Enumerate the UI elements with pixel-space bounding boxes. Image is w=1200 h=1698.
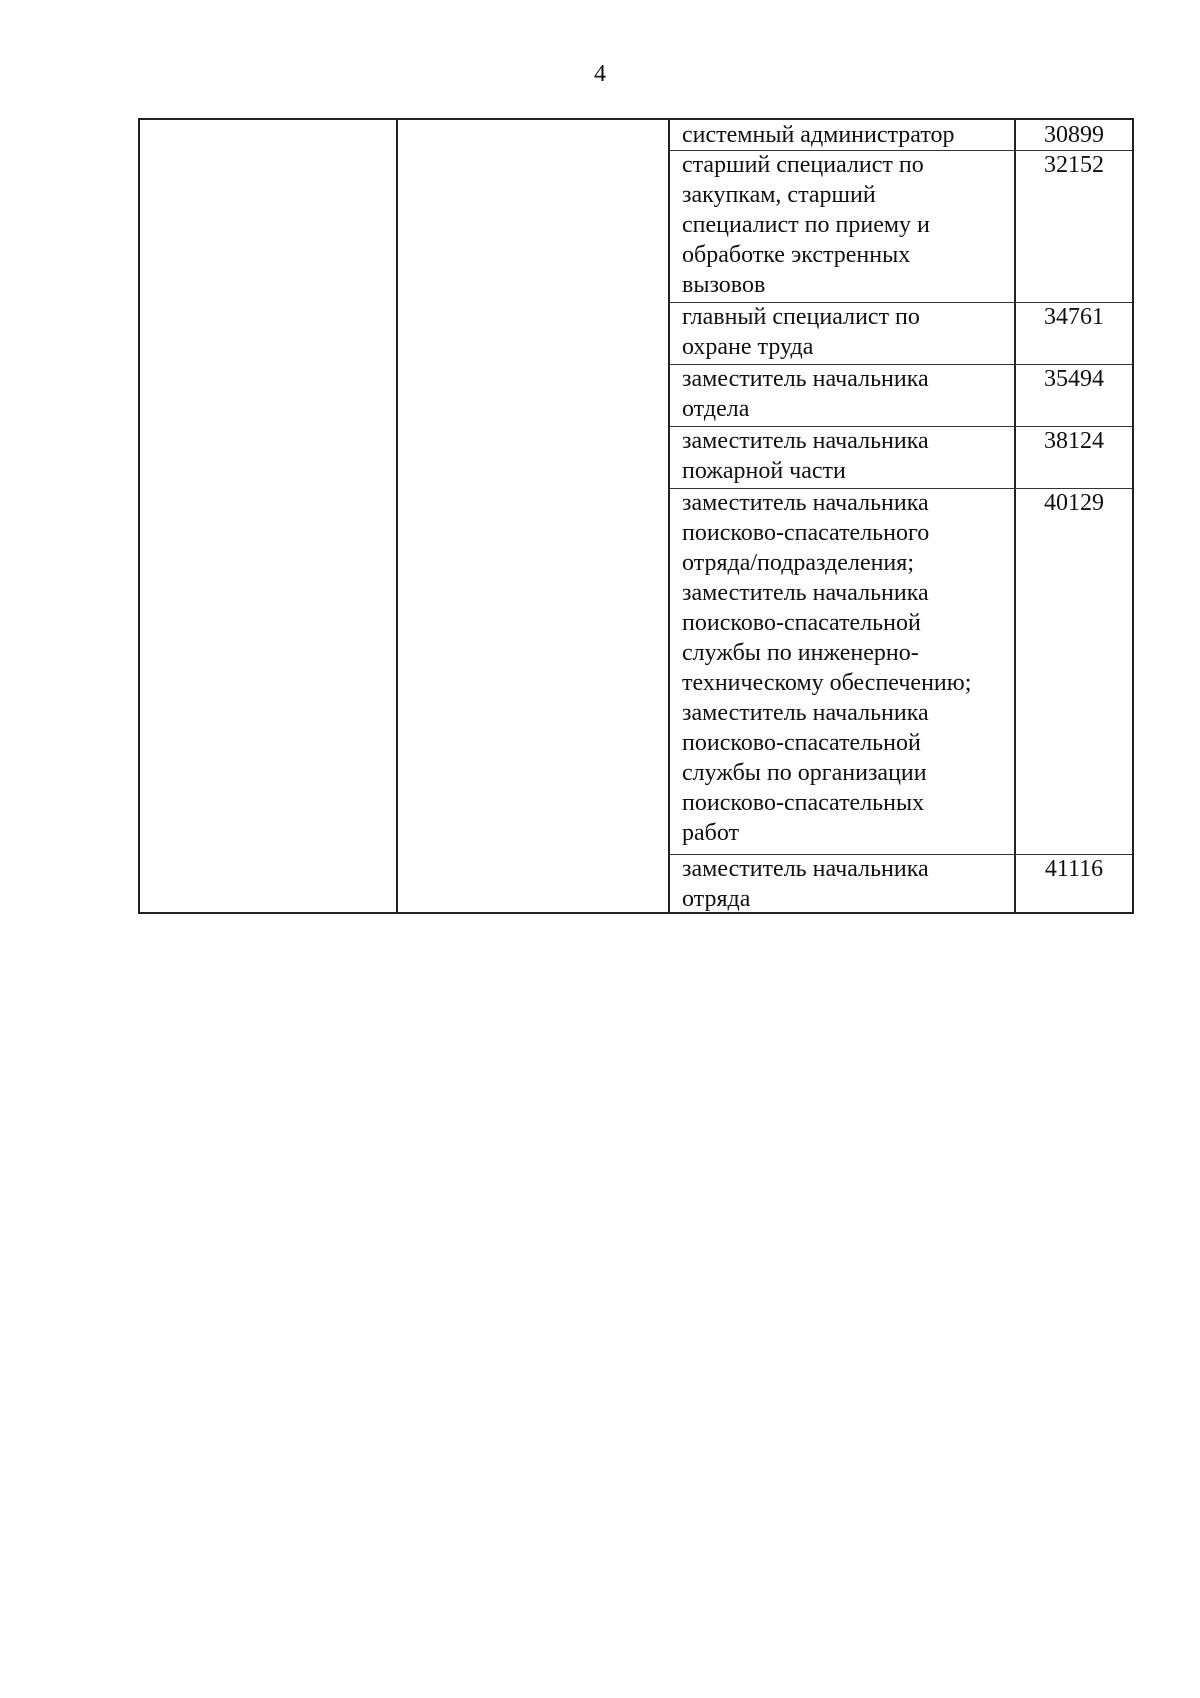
salary-cell: 32152 <box>1044 152 1104 178</box>
position-cell: заместитель начальника отдела <box>682 366 929 422</box>
column-divider <box>396 120 398 912</box>
table-row <box>670 364 1132 427</box>
salary-cell: 40129 <box>1044 490 1104 516</box>
position-cell: главный специалист по охране труда <box>682 304 920 360</box>
table-row <box>670 120 1132 151</box>
salary-cell: 35494 <box>1044 366 1104 392</box>
table-row <box>670 302 1132 365</box>
position-cell: системный администратор <box>682 122 955 148</box>
salary-cell: 30899 <box>1044 122 1104 148</box>
salary-cell: 41116 <box>1044 856 1104 882</box>
table-row <box>670 488 1132 855</box>
page-number: 4 <box>594 61 606 87</box>
table-row <box>670 426 1132 489</box>
salary-cell: 34761 <box>1044 304 1104 330</box>
position-cell: заместитель начальника поисково-спасательного отряда/подразделения; заместитель начальника поисково-спасательной службы по инженерно- техническому обеспечению; заместитель начальника поисково-спасательной службы по организации поисково-спасательных работ <box>682 490 972 846</box>
salary-table <box>138 118 1134 914</box>
position-cell: заместитель начальника отряда <box>682 856 929 912</box>
salary-cell: 38124 <box>1044 428 1104 454</box>
table-rows <box>670 120 1132 912</box>
position-cell: старший специалист по закупкам, старший специалист по приему и обработке экстренных вызовов <box>682 152 930 298</box>
table-row <box>670 854 1132 916</box>
position-cell: заместитель начальника пожарной части <box>682 428 929 484</box>
table-row <box>670 150 1132 303</box>
